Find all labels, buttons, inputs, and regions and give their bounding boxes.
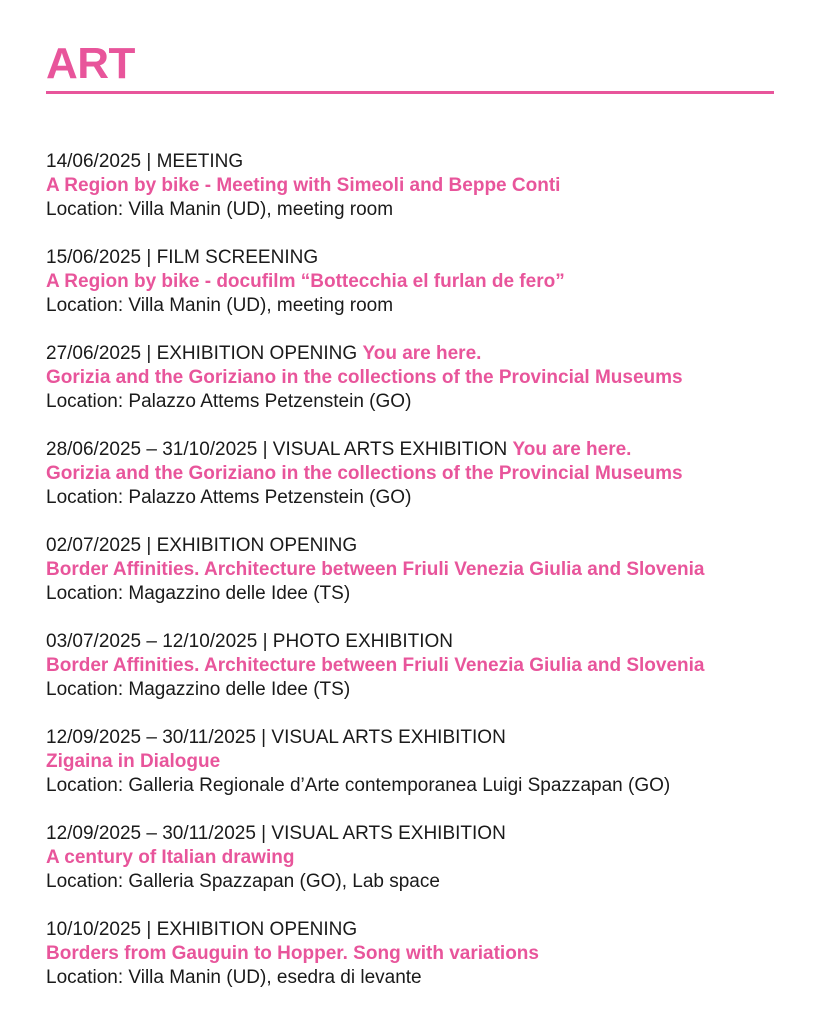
event-title: Border Affinities. Architecture between Friuli Venezia Giulia and Slovenia	[46, 655, 705, 676]
event-item	[46, 534, 774, 606]
event-date-type: 12/09/2025 – 30/11/2025 | VISUAL ARTS EXHIBITION	[46, 727, 506, 748]
event-date-type: 15/06/2025 | FILM SCREENING	[46, 247, 319, 268]
page-title: ART	[46, 39, 135, 88]
event-location: Location: Magazzino delle Idee (TS)	[46, 583, 351, 604]
event-title: Border Affinities. Architecture between Friuli Venezia Giulia and Slovenia	[46, 559, 705, 580]
event-location: Location: Villa Manin (UD), meeting room	[46, 295, 394, 316]
event-title: Borders from Gauguin to Hopper. Song with variations	[46, 943, 539, 964]
event-date-type: 28/06/2025 – 31/10/2025 | VISUAL ARTS EXHIBITION	[46, 439, 513, 460]
event-item	[46, 438, 774, 510]
event-meta	[46, 918, 774, 942]
event-meta	[46, 438, 774, 462]
title-divider	[46, 91, 774, 94]
event-title: Zigaina in Dialogue	[46, 751, 221, 772]
event-meta	[46, 150, 774, 174]
event-date-type: 12/09/2025 – 30/11/2025 | VISUAL ARTS EXHIBITION	[46, 823, 506, 844]
event-meta	[46, 726, 774, 750]
event-title: A Region by bike - docufilm “Bottecchia el furlan de fero”	[46, 271, 565, 292]
event-date-type: 03/07/2025 – 12/10/2025 | PHOTO EXHIBITION	[46, 631, 453, 652]
event-meta	[46, 342, 774, 366]
event-meta	[46, 630, 774, 654]
event-date-type: 10/10/2025 | EXHIBITION OPENING	[46, 919, 358, 940]
event-list	[46, 150, 774, 990]
event-title-inline: You are here.	[512, 439, 632, 460]
event-title: A Region by bike - Meeting with Simeoli and Beppe Conti	[46, 175, 561, 196]
event-location: Location: Villa Manin (UD), meeting room	[46, 199, 394, 220]
event-item	[46, 726, 774, 798]
event-meta	[46, 246, 774, 270]
event-date-type: 02/07/2025 | EXHIBITION OPENING	[46, 535, 358, 556]
event-location: Location: Galleria Spazzapan (GO), Lab space	[46, 871, 440, 892]
event-item	[46, 246, 774, 318]
event-item	[46, 822, 774, 894]
event-title-inline: You are here.	[362, 343, 482, 364]
art-events-page	[46, 40, 774, 990]
event-date-type: 27/06/2025 | EXHIBITION OPENING	[46, 343, 363, 364]
event-location: Location: Palazzo Attems Petzenstein (GO)	[46, 391, 412, 412]
event-title: A century of Italian drawing	[46, 847, 295, 868]
event-location: Location: Galleria Regionale d’Arte contemporanea Luigi Spazzapan (GO)	[46, 775, 671, 796]
event-title: Gorizia and the Goriziano in the collections of the Provincial Museums	[46, 367, 683, 388]
event-location: Location: Magazzino delle Idee (TS)	[46, 679, 351, 700]
event-item	[46, 342, 774, 414]
event-meta	[46, 822, 774, 846]
event-title: Gorizia and the Goriziano in the collections of the Provincial Museums	[46, 463, 683, 484]
event-meta	[46, 534, 774, 558]
event-item	[46, 918, 774, 990]
event-date-type: 14/06/2025 | MEETING	[46, 151, 244, 172]
event-item	[46, 150, 774, 222]
event-location: Location: Palazzo Attems Petzenstein (GO)	[46, 487, 412, 508]
event-item	[46, 630, 774, 702]
event-location: Location: Villa Manin (UD), esedra di levante	[46, 967, 422, 988]
